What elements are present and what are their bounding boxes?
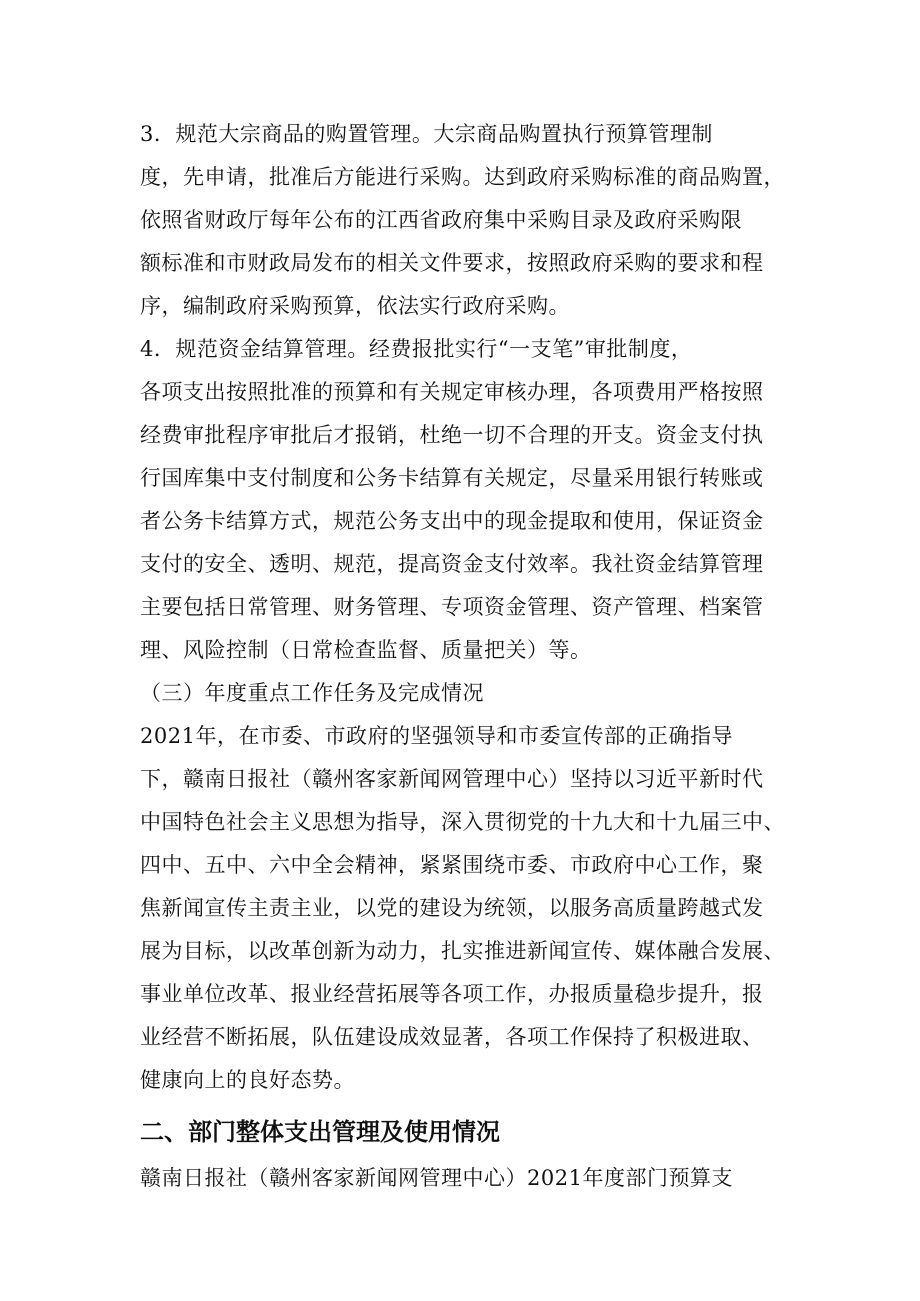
text-line: 依照省财政厅每年公布的江西省政府集中采购目录及政府采购限 [140, 208, 742, 232]
subheading-text: （三）年度重点工作任务及完成情况 [140, 681, 484, 705]
text-line: 业经营不断拓展，队伍建设成效显著，各项工作保持了积极进取、 [140, 1025, 764, 1049]
text-line: 赣南日报社（赣州客家新闻网管理中心）2021年度部门预算支 [140, 1166, 733, 1190]
paragraph-closing [140, 1157, 840, 1200]
text-line: 中国特色社会主义思想为指导，深入贯彻党的十九大和十九届三中、 [140, 810, 785, 834]
text-line: 支付的安全、透明、规范，提高资金支付效率。我社资金结算管理 [140, 552, 764, 576]
text-line: 4．规范资金结算管理。经费报批实行“一支笔”审批制度， [140, 337, 693, 361]
text-line: 四中、五中、六中全会精神，紧紧围绕市委、市政府中心工作，聚 [140, 853, 764, 877]
text-line: 度，先申请，批准后方能进行采购。达到政府采购标准的商品购置， [140, 165, 785, 189]
text-line: 经费审批程序审批后才报销，杜绝一切不合理的开支。资金支付执 [140, 423, 764, 447]
text-line: 2021年，在市委、市政府的坚强领导和市委宣传部的正确指导 [140, 724, 733, 748]
text-line: 各项支出按照批准的预算和有关规定审核办理，各项费用严格按照 [140, 380, 764, 404]
text-line: 主要包括日常管理、财务管理、专项资金管理、资产管理、档案管 [140, 595, 764, 619]
text-line: 者公务卡结算方式，规范公务支出中的现金提取和使用，保证资金 [140, 509, 764, 533]
text-line: 展为目标，以改革创新为动力，扎实推进新闻宣传、媒体融合发展、 [140, 939, 785, 963]
text-line: 3．规范大宗商品的购置管理。大宗商品购置执行预算管理制 [140, 122, 713, 146]
text-line: 行国库集中支付制度和公务卡结算有关规定，尽量采用银行转账或 [140, 466, 764, 490]
section-heading [140, 1106, 840, 1158]
text-line: 健康向上的良好态势。 [140, 1068, 355, 1092]
section-heading-text: 二、部门整体支出管理及使用情况 [140, 1118, 500, 1146]
text-line: 下，赣南日报社（赣州客家新闻网管理中心）坚持以习近平新时代 [140, 767, 764, 791]
subheading-annual-tasks [140, 672, 840, 715]
paragraph-fund-settlement [140, 328, 840, 672]
paragraph-annual-summary [140, 715, 840, 1102]
text-line: 额标准和市财政局发布的相关文件要求，按照政府采购的要求和程 [140, 251, 764, 275]
paragraph-bulk-purchase [140, 113, 840, 328]
text-line: 焦新闻宣传主责主业，以党的建设为统领，以服务高质量跨越式发 [140, 896, 764, 920]
text-line: 序，编制政府采购预算，依法实行政府采购。 [140, 294, 570, 318]
text-line: 理、风险控制（日常检查监督、质量把关）等。 [140, 638, 592, 662]
text-line: 事业单位改革、报业经营拓展等各项工作，办报质量稳步提升，报 [140, 982, 764, 1006]
